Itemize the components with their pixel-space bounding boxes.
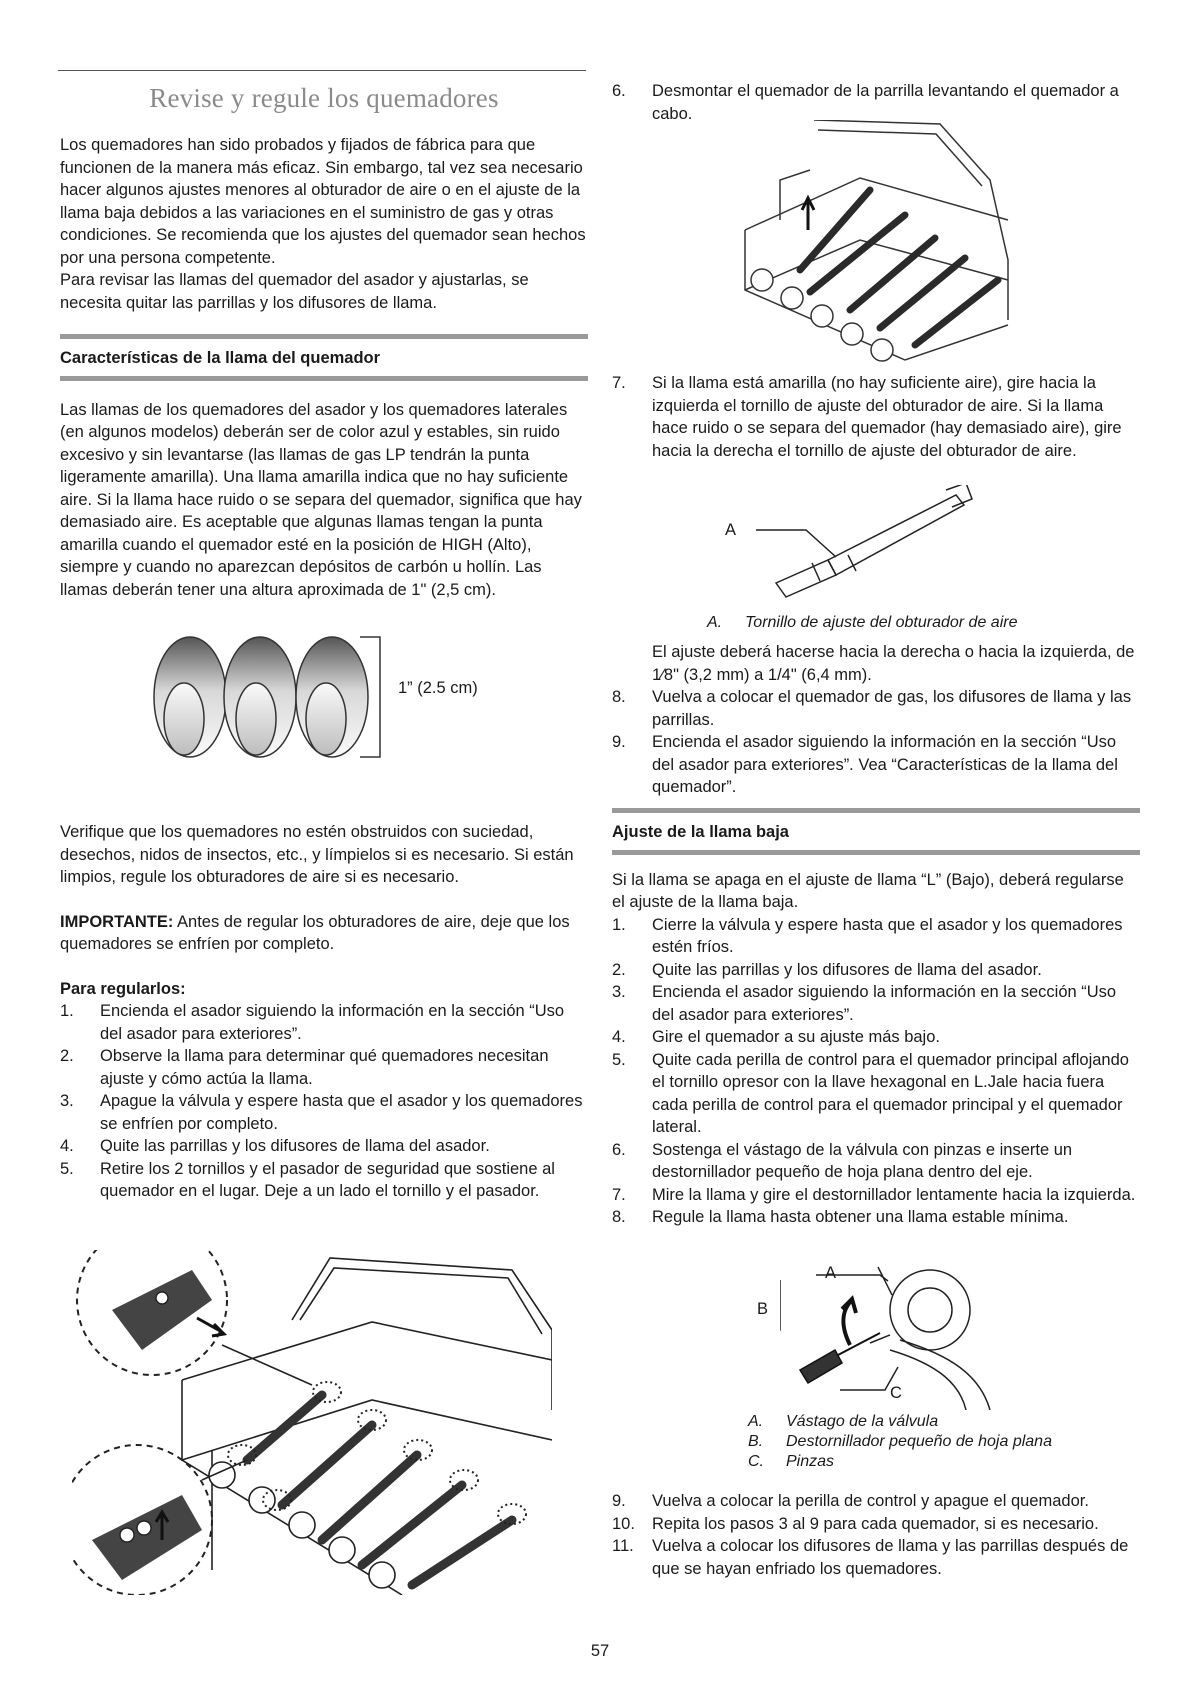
- flame-shape: [224, 637, 296, 757]
- list-item: 3. Encienda el asador siguiendo la información en la sección “Uso del asador para exteriores”.: [612, 983, 1117, 1024]
- page-number: 57: [590, 1642, 610, 1660]
- flame-height-figure: [60, 619, 588, 779]
- intro-paragraph: Los quemadores han sido probados y fijados de fábrica para que funcionen de la manera más eficaz. Sin embargo, tal vez sea necesario hacer algunos ajustes menores al obturador de aire o en el ajuste de la llama baja debidos a las variaciones en el suministro de gas y otras condiciones. Se recomienda que los ajustes del quemador sean hechos por una persona competente.: [60, 136, 586, 267]
- important-note: [60, 911, 588, 956]
- list-item: 5. Retire los 2 tornillos y el pasador de seguridad que sostiene al quemador en el lugar. Deje a un lado el tornillo y el pasador.: [60, 1159, 555, 1200]
- flame-description: Las llamas de los quemadores del asador y los quemadores laterales (en algunos modelos) deberán ser de color azul y estables, sin ruido excesivo y sin levantarse (las llamas de gas LP tendrán la punta ligeramente amarilla). Una llama amarilla indica que no hay suficiente aire. Si la llama hace ruido o se separa del quemador, significa que hay demasiado aire. Es aceptable que algunas llamas tengan la punta amarilla cuando el quemador esté en la posición de HIGH (Alto), siempre y cuando no aparezcan depósitos de carbón u hollín. Las llamas deberán tener una altura aproximada de 1" (2,5 cm).: [60, 400, 582, 599]
- list-item: 2. Quite las parrillas y los difusores de llama del asador.: [612, 960, 1042, 979]
- low-flame-steps: [612, 914, 1140, 1229]
- list-item: 8. Vuelva a colocar el quemador de gas, los difusores de llama y las parrillas.: [612, 688, 1132, 729]
- right-column-4: [612, 686, 1140, 799]
- list-item: 10. Repita los pasos 3 al 9 para cada quemador, si es necesario.: [612, 1514, 1099, 1533]
- right-steps-b: [612, 372, 1140, 462]
- list-item: 6. Desmontar el quemador de la parrilla levantando el quemador a cabo.: [612, 82, 1119, 123]
- adjust-note: El ajuste deberá hacerse hacia la derecha o hacia la izquierda, de 1⁄8" (3,2 mm) a 1/4" (6,4 mm).: [652, 643, 1135, 684]
- shutter-caption: A. Tornillo de ajuste del obturador de aire: [707, 614, 1018, 631]
- caption-row: A. Vástago de la válvula: [748, 1413, 939, 1430]
- right-column-3: [652, 641, 1140, 686]
- final-steps: [612, 1490, 1140, 1580]
- verify-paragraph: Verifique que los quemadores no estén obstruidos con suciedad, desechos, nidos de insectos, etc., y límpielos si es necesario. Si están limpios, regule los obturadores de aire si es necesario.: [60, 823, 574, 886]
- section-heading: Características de la llama del quemador: [60, 349, 381, 367]
- list-item: 9. Encienda el asador siguiendo la información en la sección “Uso del asador para exteriores”. Vea “Características de la llama del quemador”.: [612, 733, 1118, 796]
- flame-height-label: 1” (2.5 cm): [398, 679, 478, 697]
- right-steps-c: [612, 686, 1140, 799]
- left-column: [60, 78, 588, 1203]
- list-item: 5. Quite cada perilla de control para el quemador principal aflojando el tornillo opresor con la llave hexagonal en L.Jale hacia fuera cada perilla de control para el quemador principal y el quemador lateral.: [612, 1050, 1129, 1136]
- valve-stem-illustration: [780, 1255, 1040, 1410]
- caption-row: C. Pinzas: [748, 1453, 835, 1470]
- list-item: 6. Sostenga el vástago de la válvula con pinzas e inserte un destornillador pequeño de hoja plana dentro del eje.: [612, 1140, 1073, 1181]
- list-item: 1. Encienda el asador siguiendo la información en la sección “Uso del asador para exteriores”.: [60, 1002, 565, 1043]
- low-flame-steps-end: [612, 1490, 1140, 1580]
- section-heading: Ajuste de la llama baja: [612, 823, 789, 841]
- list-item: 7. Si la llama está amarilla (no hay suficiente aire), gire hacia la izquierda el tornillo de ajuste del obturador de aire. Si la llama hace ruido o se separa del quemador (hay demasiado aire), gire hacia la derecha el tornillo de ajuste del obturador de aire.: [612, 374, 1122, 460]
- right-column-2: [612, 372, 1140, 462]
- intro-paragraph-2: Para revisar las llamas del quemador del asador y ajustarlas, se necesita quitar las parrillas y los difusores de llama.: [60, 271, 529, 312]
- page-title: Revise y regule los quemadores: [149, 83, 499, 113]
- list-item: 7. Mire la llama y gire el destornillador lentamente hacia la izquierda.: [612, 1185, 1136, 1204]
- list-item: 11. Vuelva a colocar los difusores de llama y las parrillas después de que se hayan enfriado los quemadores.: [612, 1537, 1129, 1578]
- flame-shape: [296, 637, 368, 757]
- flame-illustration: [60, 619, 588, 779]
- shutter-label-a: A: [725, 521, 737, 539]
- air-shutter-illustration: [716, 485, 976, 600]
- grill-burner-removal-illustration: [72, 1250, 552, 1595]
- regulate-steps: [60, 1000, 588, 1203]
- flame-shape: [154, 637, 226, 757]
- important-text: Antes de regular los obturadores de aire, deje que los quemadores se enfríen por completo.: [60, 912, 570, 953]
- top-rule: [58, 70, 586, 71]
- right-column: [612, 80, 1140, 125]
- list-item: 9. Vuelva a colocar la perilla de control y apague el quemador.: [612, 1492, 1089, 1510]
- list-item: 1. Cierre la válvula y espere hasta que el asador y los quemadores estén fríos.: [612, 915, 1123, 956]
- list-item: 4. Gire el quemador a su ajuste más bajo.: [612, 1028, 940, 1046]
- list-item: 8. Regule la llama hasta obtener una llama estable mínima.: [612, 1208, 1069, 1226]
- valve-label-a: A: [825, 1264, 837, 1282]
- important-label: IMPORTANTE:: [60, 912, 174, 931]
- valve-label-c: C: [890, 1384, 902, 1402]
- low-flame-section: [612, 808, 1140, 1229]
- list-item: 3. Apague la válvula y espere hasta que el asador y los quemadores se enfríen por completo.: [60, 1092, 583, 1133]
- steps-heading: Para regularlos:: [60, 979, 186, 998]
- right-steps-a: [612, 80, 1140, 125]
- valve-label-b: B: [757, 1300, 769, 1318]
- low-flame-intro: Si la llama se apaga en el ajuste de llama “L” (Bajo), deberá regularse el ajuste de la llama baja.: [612, 870, 1124, 911]
- list-item: 4. Quite las parrillas y los difusores de llama del asador.: [60, 1137, 490, 1155]
- grill-burner-lift-illustration: [740, 120, 1020, 365]
- valve-captions: [748, 1412, 1128, 1472]
- caption-row: B. Destornillador pequeño de hoja plana: [748, 1433, 1052, 1450]
- list-item: 2. Observe la llama para determinar qué quemadores necesitan ajuste y cómo actúa la llama.: [60, 1047, 549, 1088]
